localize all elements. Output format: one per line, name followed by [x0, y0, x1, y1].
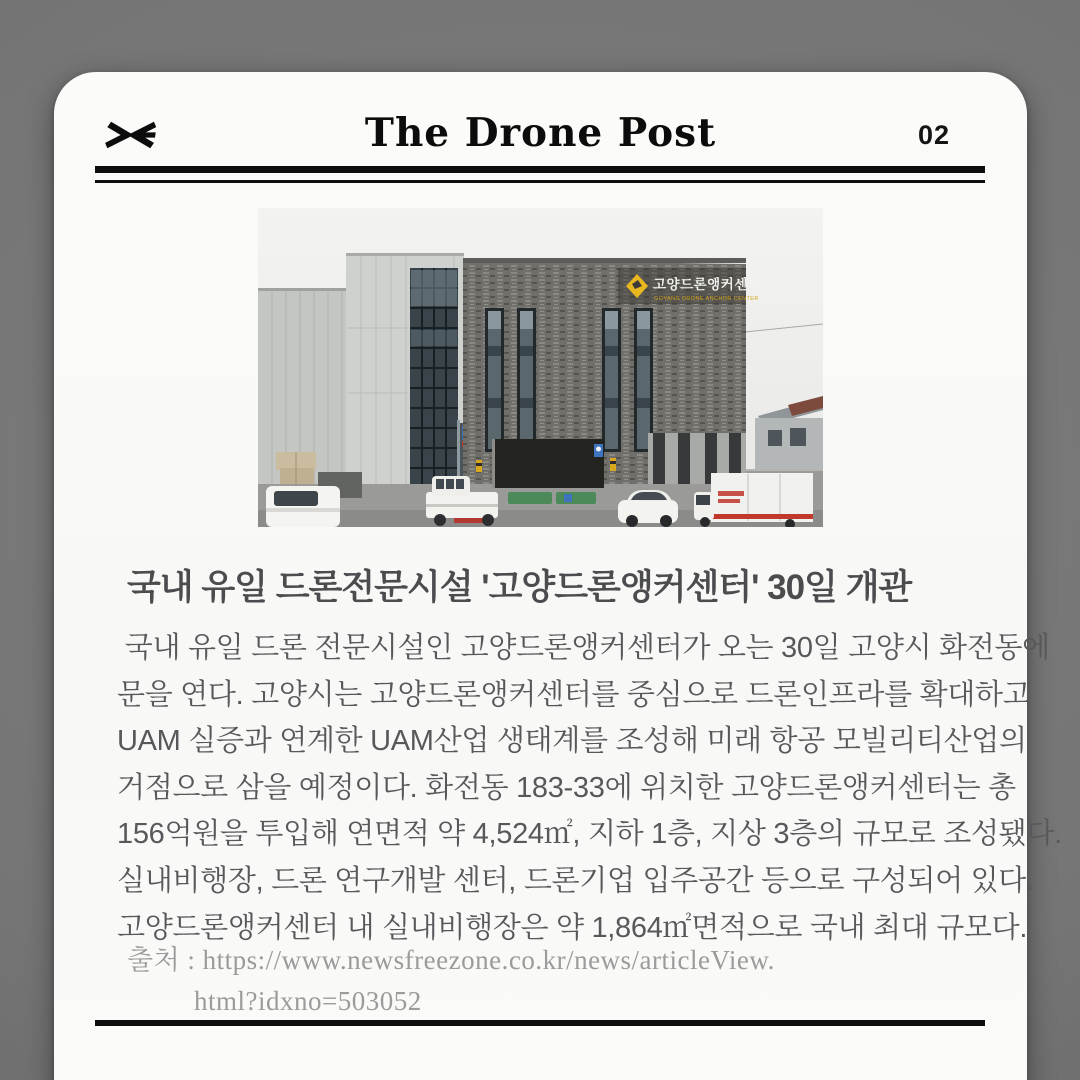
- photo-boxes-stack: [276, 452, 316, 484]
- source-url-part1: https://www.newsfreezone.co.kr/news/articleView.: [202, 945, 775, 975]
- body-line: 156억원을 투입해 연면적 약 4,524㎡, 지하 1층, 지상 3층의 규모로 조성됐다.: [117, 818, 1062, 851]
- source-prefix: 출처 :: [127, 945, 203, 975]
- header-rule-thin: [95, 180, 985, 183]
- building-sign: [618, 268, 761, 304]
- source-line-2: html?idxno=503052: [194, 986, 422, 1016]
- news-card: [54, 72, 1062, 1080]
- body-line: 거점으로 삼을 예정이다. 화전동 183-33에 위치한 고양드론앵커센터는 총: [117, 771, 1016, 804]
- body-line: 고양드론앵커센터 내 실내비행장은 약 1,864㎡면적으로 국내 최대 규모다.: [117, 911, 1028, 944]
- header-rule-thick: [95, 166, 985, 173]
- footer-rule: [95, 1020, 985, 1026]
- photo-box-truck: [694, 473, 813, 527]
- article-photo: [258, 208, 823, 527]
- page-number: 02: [917, 120, 951, 150]
- photo-underpass: [492, 439, 604, 488]
- masthead-title: The Drone Post: [364, 110, 717, 156]
- article-source: [127, 940, 927, 1022]
- sign-subtitle: GOYANG DRONE ANCHOR CENTER: [654, 296, 759, 302]
- body-line: 실내비행장, 드론 연구개발 센터, 드론기업 입주공간 등으로 구성되어 있다.: [117, 864, 1034, 897]
- body-line: UAM 실증과 연계한 UAM산업 생태계를 조성해 미래 항공 모빌리티산업의: [117, 725, 1027, 758]
- building-photo-illustration: [258, 208, 823, 527]
- source-line-1: [127, 940, 927, 981]
- sign-title: 고양드론앵커센터: [653, 277, 762, 292]
- body-line: 국내 유일 드론 전문시설인 고양드론앵커센터가 오는 30일 고양시 화전동에: [117, 632, 1050, 664]
- article-headline: 국내 유일 드론전문시설 '고양드론앵커센터' 30일 개관: [127, 568, 912, 607]
- body-line: 문을 연다. 고양시는 고양드론앵커센터를 중심으로 드론인프라를 확대하고: [117, 678, 1031, 711]
- article-body: [117, 625, 1062, 951]
